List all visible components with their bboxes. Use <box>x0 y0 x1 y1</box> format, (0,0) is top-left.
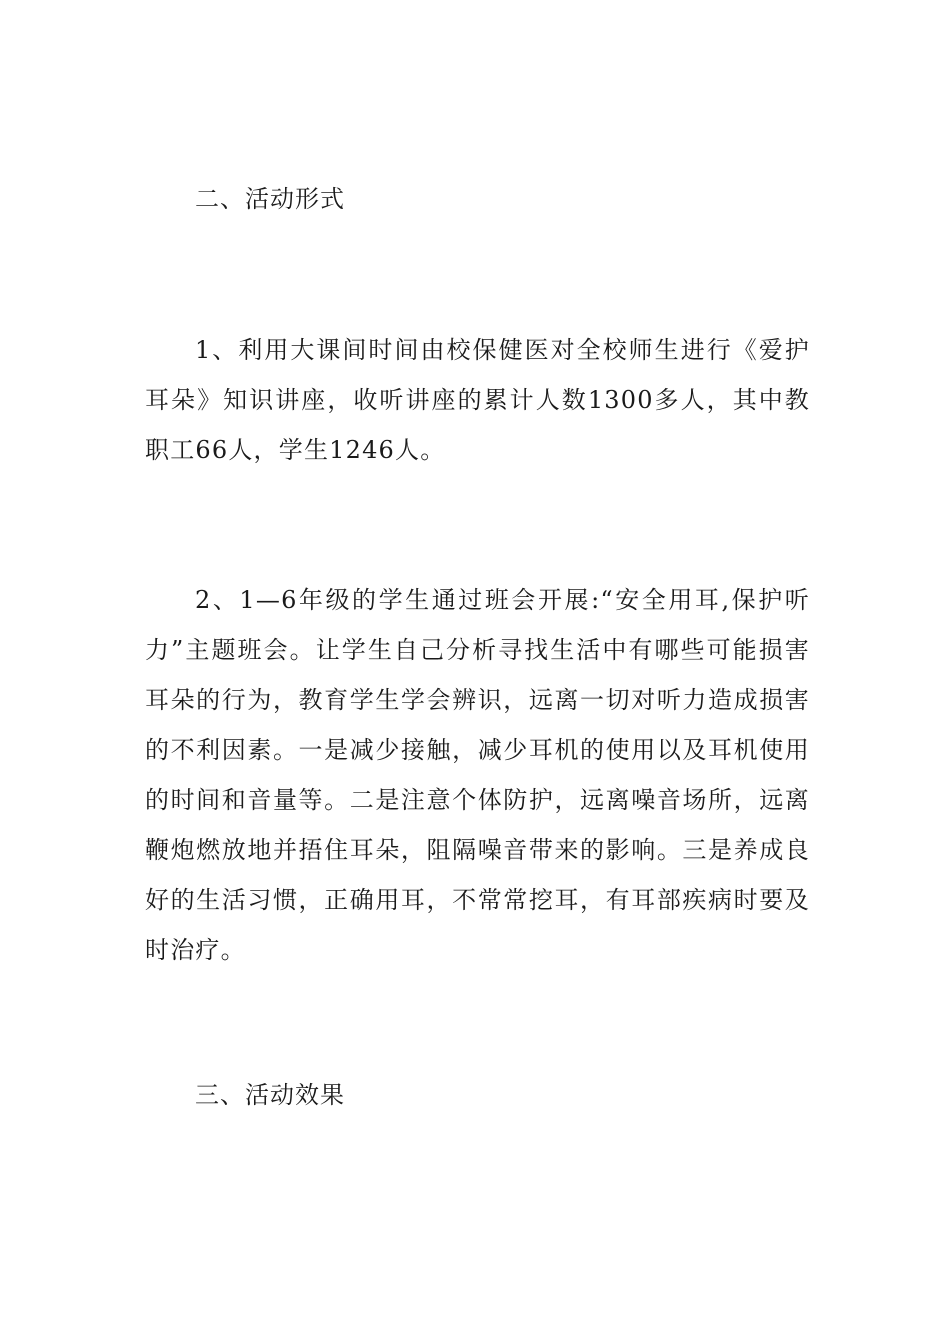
paragraph-item-2: 2、1—6年级的学生通过班会开展:“安全用耳,保护听力”主题班会。让学生自己分析寻找生活中有哪些可能损害耳朵的行为，教育学生学会辨识，远离一切对听力造成损害的不利因素。一是减少接触，减少耳机的使用以及耳机使用的时间和音量等。二是注意个体防护，远离噪音场所，远离鞭炮燃放地并捂住耳朵，阻隔噪音带来的影响。三是养成良好的生活习惯，正确用耳，不常常挖耳，有耳部疾病时要及时治疗。 <box>145 586 810 964</box>
section-heading-activity-effect: 三、活动效果 <box>195 1081 345 1109</box>
paragraph-item-1: 1、利用大课间时间由校保健医对全校师生进行《爱护耳朵》知识讲座，收听讲座的累计人数1300多人，其中教职工66人，学生1246人。 <box>145 336 810 464</box>
section-heading-activity-format: 二、活动形式 <box>195 185 345 213</box>
